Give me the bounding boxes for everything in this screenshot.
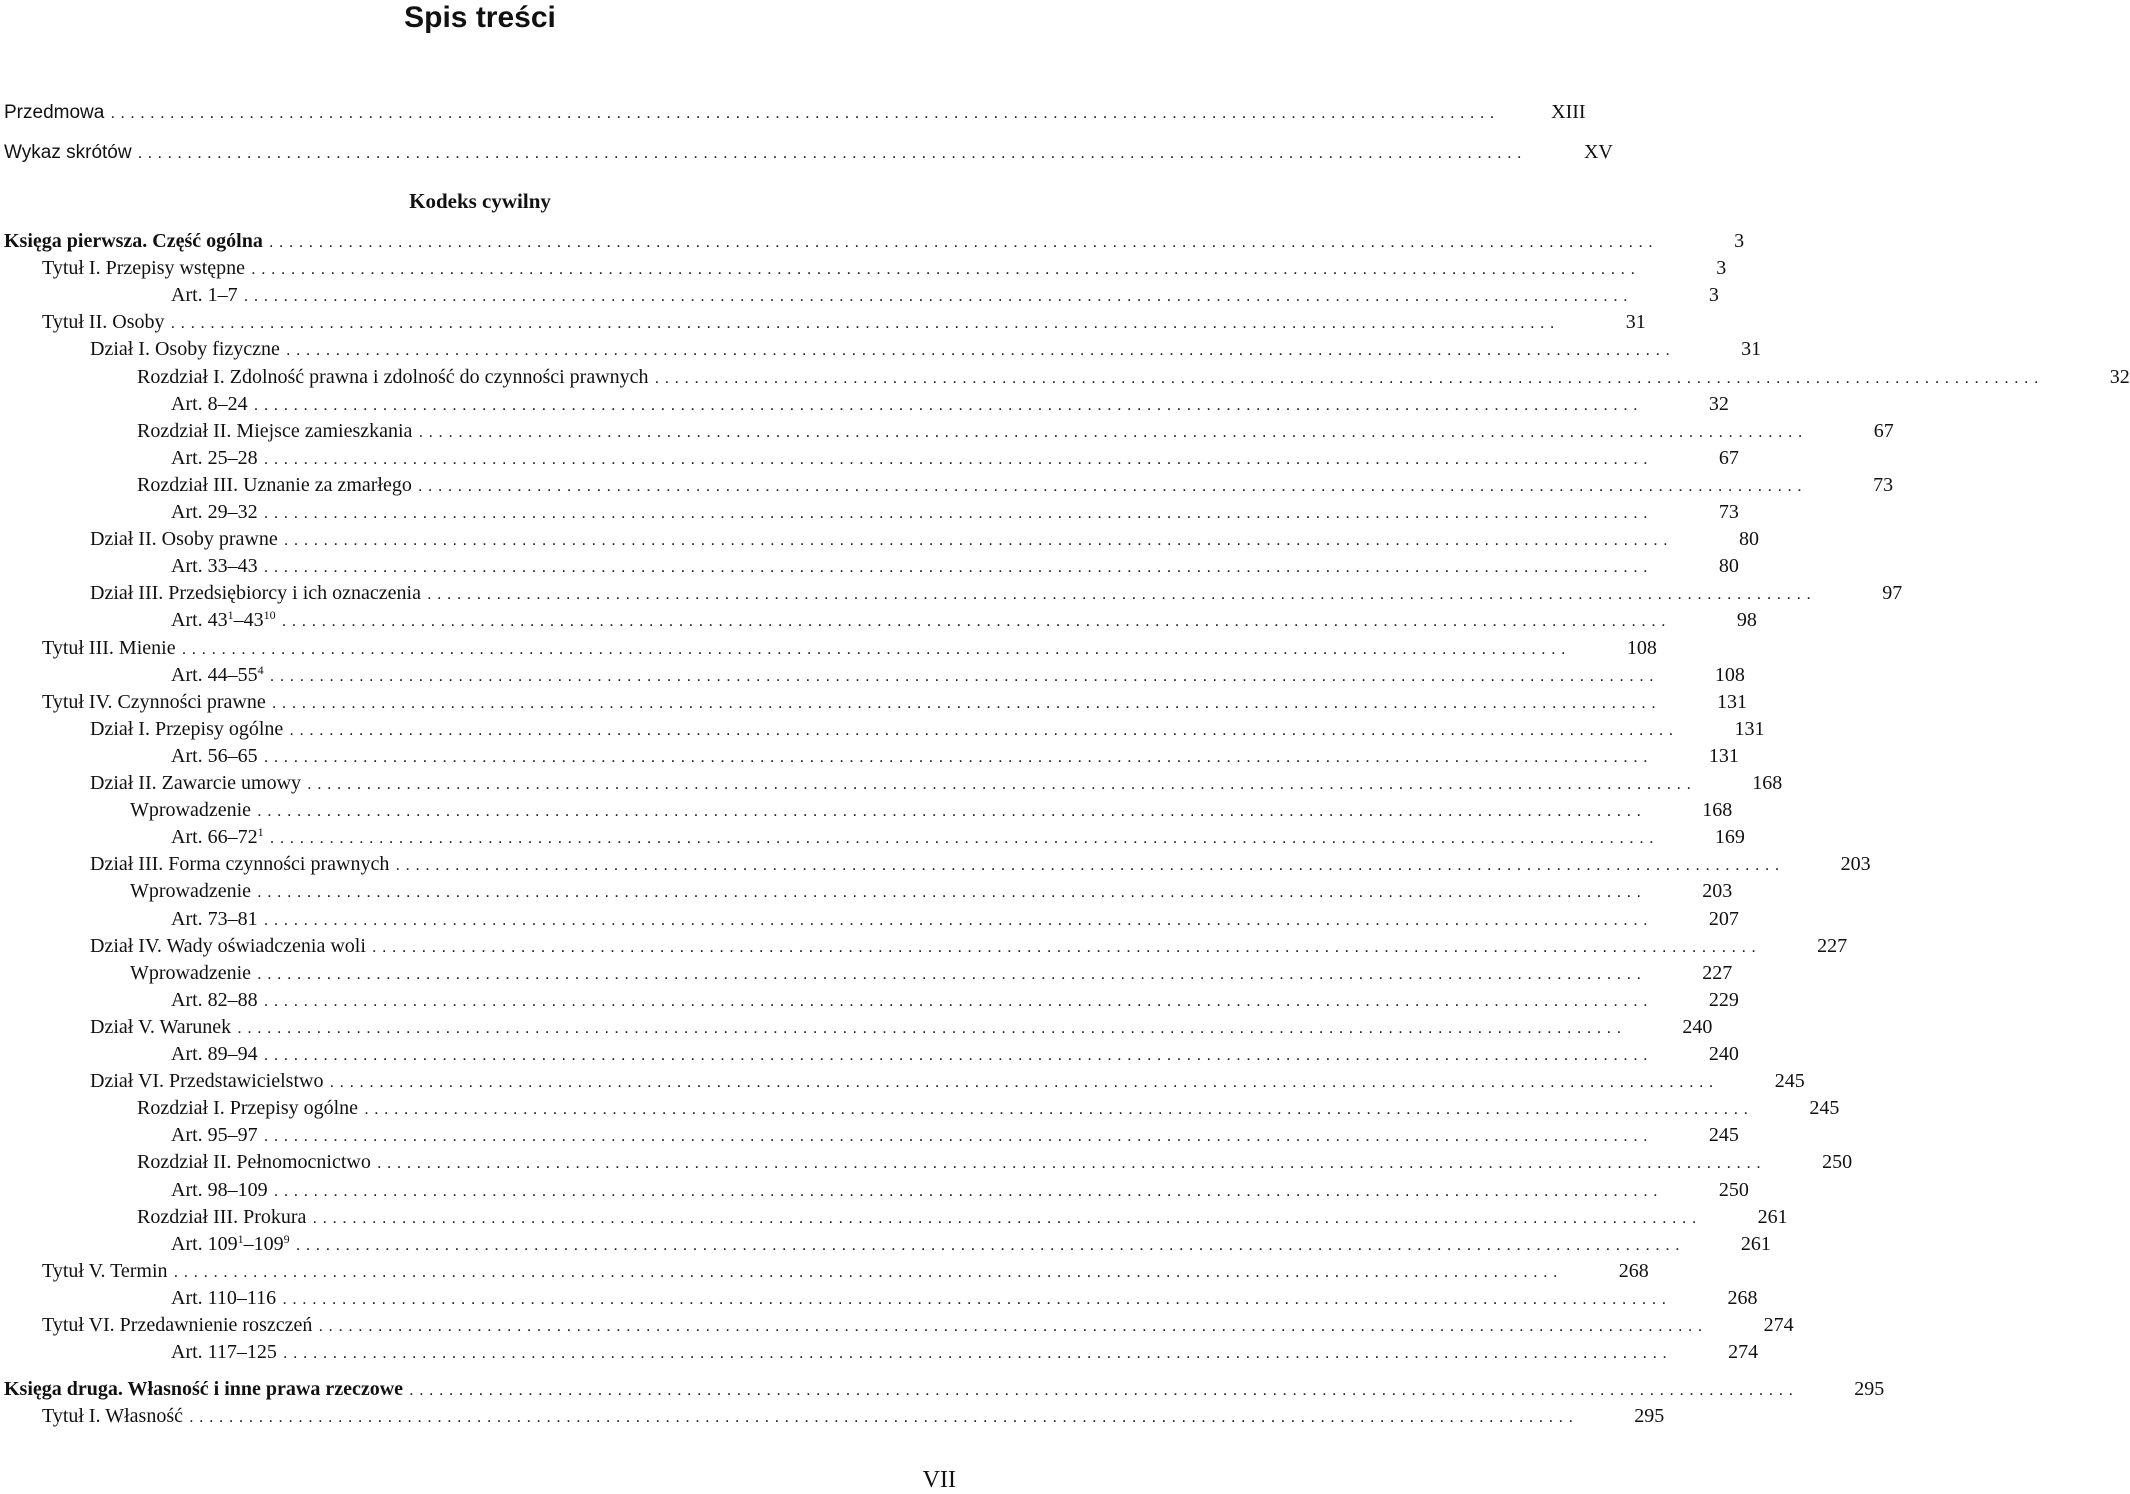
toc-entry-label [4, 526, 278, 553]
dot-leader: ............................................................................................................................................ [170, 313, 1560, 332]
toc-entry[interactable] [4, 1312, 1794, 1339]
toc-entry[interactable] [4, 499, 1739, 526]
dot-leader: ............................................................................................................................................ [257, 801, 1647, 820]
dot-leader: ............................................................................................................................................ [263, 449, 1653, 468]
toc-entry-text: Art. 29–32 [171, 501, 258, 523]
toc-page-number: 245 [1774, 1070, 1805, 1092]
dot-leader: ............................................................................................................................................ [418, 422, 1808, 441]
toc-entry-text: Rozdział I. Przepisy ogólne [137, 1097, 359, 1119]
toc-entry-label [4, 139, 132, 166]
dot-leader: ............................................................................................................................................ [268, 232, 1659, 251]
dot-leader: ............................................................................................................................................ [253, 395, 1643, 414]
toc-entry[interactable] [4, 391, 1729, 418]
toc-page-number: 108 [1626, 637, 1657, 659]
toc-entry[interactable] [4, 851, 1871, 878]
dot-leader: ............................................................................................................................................ [263, 991, 1653, 1010]
toc-entry-label [4, 1149, 371, 1176]
toc-entry-text: Dział I. Osoby fizyczne [90, 338, 280, 360]
dot-leader: ............................................................................................................................................ [395, 855, 1785, 874]
toc-entry-label [4, 99, 104, 126]
toc-entry-text: Tytuł I. Przepisy wstępne [42, 257, 246, 279]
toc-entry-label [4, 1041, 258, 1068]
toc-entry-label [4, 960, 251, 987]
toc-entry-label [4, 635, 176, 662]
toc-entry-label [4, 689, 266, 716]
toc-entry-label [4, 1376, 403, 1403]
toc-entry-text: Art. 110–116 [171, 1287, 277, 1309]
toc-entry-label [4, 255, 245, 282]
toc-page-number: 240 [1708, 1043, 1739, 1065]
toc-entry-text: Art. 82–88 [171, 989, 258, 1011]
toc-entry-label [4, 1312, 312, 1339]
dot-leader: ............................................................................................................................................ [654, 368, 2044, 387]
superscript: 1 [237, 1232, 244, 1246]
toc-entry-label [4, 851, 389, 878]
toc-entry[interactable] [4, 1014, 1713, 1041]
toc-entry[interactable] [4, 960, 1733, 987]
toc-entry-label [4, 1403, 183, 1430]
toc-entry-text: Tytuł II. Osoby [42, 311, 165, 333]
toc-page-number: 169 [1714, 826, 1745, 848]
dot-leader: ............................................................................................................................................ [269, 828, 1659, 847]
dot-leader: ............................................................................................................................................ [282, 1289, 1672, 1308]
toc-entry[interactable] [4, 1122, 1739, 1149]
toc-entry[interactable] [4, 336, 1762, 363]
toc-page-number: 207 [1708, 908, 1739, 930]
toc-entry[interactable] [4, 553, 1739, 580]
toc-entry[interactable] [4, 716, 1765, 743]
dot-leader: ............................................................................................................................................ [263, 747, 1653, 766]
dot-leader: ............................................................................................................................................ [189, 1407, 1579, 1426]
toc-page-number: XIII [1551, 101, 1586, 123]
toc-entry-label [4, 770, 301, 797]
toc-entry-text: Art. 95–97 [171, 1124, 258, 1146]
toc-entry-text: Art. 1–7 [171, 284, 238, 306]
toc-entry-text: Dział II. Osoby prawne [90, 528, 278, 550]
toc-page-number: 31 [1741, 338, 1762, 360]
toc-entry-label [4, 228, 263, 255]
toc-page-number: 168 [1752, 772, 1783, 794]
toc-entry[interactable] [4, 1285, 1758, 1312]
toc-page-number: 31 [1625, 311, 1646, 333]
toc-page-number: 108 [1714, 664, 1745, 686]
dot-leader: ............................................................................................................................................ [426, 584, 1817, 603]
toc-page-number: XV [1583, 141, 1613, 163]
dot-leader: ............................................................................................................................................ [263, 1045, 1653, 1064]
toc-entry-text: Tytuł V. Termin [42, 1260, 168, 1282]
dot-leader: ............................................................................................................................................ [417, 476, 1808, 495]
page-number-footer: VII [922, 1467, 956, 1493]
toc-page-number: 3 [1734, 230, 1745, 252]
toc-entry[interactable] [4, 878, 1733, 905]
superscript: 9 [283, 1232, 290, 1246]
toc-entry-label [4, 1122, 258, 1149]
toc-entry-text: Art. 89–94 [171, 1043, 258, 1065]
toc-entry-text: Art. 56–65 [171, 745, 258, 767]
toc-entry-text: Dział VI. Przedstawicielstwo [90, 1070, 324, 1092]
toc-entry-label [4, 824, 264, 851]
toc-entry[interactable] [4, 99, 1586, 126]
toc-entry[interactable] [4, 526, 1759, 553]
toc-entry-text: Rozdział III. Prokura [137, 1206, 307, 1228]
toc-entry[interactable] [4, 1258, 1649, 1285]
toc-entry-label [4, 743, 258, 770]
page-title: Spis treści [404, 1, 556, 34]
toc-page-number: 250 [1822, 1151, 1853, 1173]
toc-entry[interactable] [4, 906, 1739, 933]
dot-leader: ............................................................................................................................................ [371, 937, 1762, 956]
toc-page-number: 295 [1634, 1405, 1665, 1427]
toc-entry-label [4, 987, 258, 1014]
dot-leader: ............................................................................................................................................ [312, 1208, 1702, 1227]
dot-leader: ............................................................................................................................................ [173, 1262, 1563, 1281]
toc-entry-label [4, 580, 421, 607]
toc-page-number: 227 [1817, 935, 1848, 957]
toc-entry[interactable] [4, 607, 1757, 634]
toc-entry-label [4, 472, 412, 499]
superscript: 10 [263, 608, 276, 622]
toc-entry-text: Rozdział II. Miejsce zamieszkania [137, 420, 413, 442]
toc-entry[interactable] [4, 635, 1657, 662]
toc-page-number: 73 [1718, 501, 1739, 523]
toc-entry-text: Dział V. Warunek [90, 1016, 232, 1038]
toc-entry[interactable] [4, 1403, 1665, 1430]
dot-leader: ............................................................................................................................................ [376, 1153, 1767, 1172]
toc-entry-text: Tytuł III. Mienie [42, 637, 176, 659]
toc-entry[interactable] [4, 282, 1719, 309]
toc-entry-label [4, 418, 412, 445]
toc-entry[interactable] [4, 1068, 1805, 1095]
toc-entry-text: Art. 117–125 [171, 1341, 277, 1363]
toc-entry-text: Art. 43 [171, 609, 228, 631]
toc-entry[interactable] [4, 472, 1894, 499]
toc-entry-label [4, 1204, 306, 1231]
toc-entry-text: Art. 66–72 [171, 826, 258, 848]
toc-page-number: 80 [1738, 528, 1759, 550]
dot-leader: ............................................................................................................................................ [269, 666, 1659, 685]
superscript: 1 [257, 825, 264, 839]
toc-entry[interactable] [4, 987, 1739, 1014]
toc-entry-label [4, 1068, 323, 1095]
toc-page-number: 80 [1718, 555, 1739, 577]
dot-leader: ............................................................................................................................................ [181, 639, 1571, 658]
toc-entry-text: Art. 98–109 [171, 1179, 268, 1201]
toc-entry-label [4, 662, 264, 689]
toc-entry[interactable] [4, 797, 1733, 824]
toc-entry[interactable] [4, 1041, 1739, 1068]
toc-entry-text: Wprowadzenie [130, 962, 252, 984]
dot-leader: ............................................................................................................................................ [271, 693, 1661, 712]
toc-entry-label [4, 553, 258, 580]
toc-entry-text: Dział III. Forma czynności prawnych [90, 853, 390, 875]
toc-entry-text-continued: –109 [243, 1233, 284, 1255]
toc-entry-label [4, 1014, 231, 1041]
dot-leader: ............................................................................................................................................ [257, 882, 1647, 901]
toc-entry-label [4, 878, 251, 905]
toc-entry-text: Rozdział I. Zdolność prawna i zdolność do czynności prawnych [137, 366, 649, 388]
toc-page-number: 32 [1708, 393, 1729, 415]
toc-page-number: 268 [1727, 1287, 1758, 1309]
toc-entry-label [4, 364, 649, 391]
toc-entry[interactable] [4, 689, 1747, 716]
dot-leader: ............................................................................................................................................ [282, 1343, 1673, 1362]
dot-leader: ............................................................................................................................................ [281, 611, 1671, 630]
toc-entry-text: Dział I. Przepisy ogólne [90, 718, 284, 740]
toc-entry-text: Przedmowa [4, 102, 105, 123]
toc-entry[interactable] [4, 580, 1903, 607]
toc-page-number: 131 [1708, 745, 1739, 767]
toc-entry-text: Dział II. Zawarcie umowy [90, 772, 302, 794]
toc-page-number: 250 [1718, 1179, 1749, 1201]
toc-entry[interactable] [4, 139, 1613, 166]
toc-entry-label [4, 716, 283, 743]
toc-entry-label [4, 797, 251, 824]
toc-entry[interactable] [4, 1149, 1853, 1176]
toc-entry[interactable] [4, 1376, 1885, 1403]
dot-leader: ............................................................................................................................................ [289, 720, 1679, 739]
toc-page-number: 203 [1840, 853, 1871, 875]
dot-leader: ............................................................................................................................................ [409, 1380, 1799, 1399]
toc-entry-text: Art. 33–43 [171, 555, 258, 577]
toc-entry-text-continued: –43 [233, 609, 264, 631]
toc-entry-label [4, 391, 248, 418]
toc-page-number: 261 [1740, 1233, 1771, 1255]
toc-page-number: 274 [1763, 1314, 1794, 1336]
toc-entry-text: Wprowadzenie [130, 880, 252, 902]
toc-entry-label [4, 282, 238, 309]
dot-leader: ............................................................................................................................................ [263, 557, 1653, 576]
toc-page-number: 3 [1708, 284, 1719, 306]
dot-leader: ............................................................................................................................................ [251, 259, 1641, 278]
toc-entry-text: Dział III. Przedsiębiorcy i ich oznaczenia [90, 582, 421, 604]
toc-entry[interactable] [4, 1204, 1788, 1231]
toc-page-number: 227 [1702, 962, 1733, 984]
toc-entry[interactable] [4, 445, 1739, 472]
toc-entry-label [4, 906, 258, 933]
toc-entry[interactable] [4, 743, 1739, 770]
dot-leader: ............................................................................................................................................ [263, 503, 1653, 522]
toc-entry-text: Księga pierwsza. Część ogólna [4, 230, 263, 252]
toc-page-number: 97 [1882, 582, 1903, 604]
toc-entry-text: Tytuł VI. Przedawnienie roszczeń [42, 1314, 313, 1336]
dot-leader: ............................................................................................................................................ [295, 1235, 1685, 1254]
toc-entry-label [4, 445, 258, 472]
toc-entry-text: Art. 44–55 [171, 664, 258, 686]
dot-leader: ............................................................................................................................................ [237, 1018, 1627, 1037]
toc-entry-text: Wykaz skrótów [4, 142, 132, 163]
toc-page-number: 73 [1873, 474, 1894, 496]
dot-leader: ............................................................................................................................................ [243, 286, 1633, 305]
toc-entry-label [4, 1285, 276, 1312]
toc-entry[interactable] [4, 1095, 1840, 1122]
toc-page-number: 98 [1736, 609, 1757, 631]
dot-leader: ............................................................................................................................................ [263, 1126, 1653, 1145]
toc-entry-text: Wprowadzenie [130, 799, 252, 821]
toc-entry-label [4, 336, 280, 363]
toc-page-number: 32 [2109, 366, 2130, 388]
toc-entry-text: Tytuł IV. Czynności prawne [42, 691, 266, 713]
dot-leader: ............................................................................................................................................ [257, 964, 1647, 983]
toc-entry[interactable] [4, 228, 1745, 255]
toc-entry-text: Księga druga. Własność i inne prawa rzeczowe [4, 1378, 404, 1400]
toc-page-number: 229 [1708, 989, 1739, 1011]
dot-leader: ............................................................................................................................................ [329, 1072, 1719, 1091]
toc-entry-label [4, 1339, 277, 1366]
toc-page-number: 261 [1757, 1206, 1788, 1228]
toc-entry[interactable] [4, 309, 1646, 336]
toc-entry-label [4, 1231, 290, 1258]
toc-page-number: 245 [1809, 1097, 1840, 1119]
toc-entry-label [4, 1095, 358, 1122]
toc-entry-text: Art. 25–28 [171, 447, 258, 469]
dot-leader: ............................................................................................................................................ [285, 340, 1676, 359]
toc-entry-text: Rozdział II. Pełnomocnictwo [137, 1151, 371, 1173]
toc-entry[interactable] [4, 933, 1848, 960]
toc-page-number: 240 [1682, 1016, 1713, 1038]
dot-leader: ............................................................................................................................................ [283, 530, 1673, 549]
toc-entry[interactable] [4, 1231, 1771, 1258]
toc-entry-label [4, 933, 366, 960]
toc-entry-label [4, 607, 276, 634]
toc-page-number: 203 [1702, 880, 1733, 902]
superscript: 4 [257, 663, 264, 677]
toc-entry[interactable] [4, 824, 1745, 851]
toc-entry-text: Tytuł I. Własność [42, 1405, 183, 1427]
toc-entry[interactable] [4, 770, 1783, 797]
toc-page-number: 168 [1702, 799, 1733, 821]
toc-entry-text: Rozdział III. Uznanie za zmarłego [137, 474, 412, 496]
toc-page-number: 67 [1718, 447, 1739, 469]
toc-entry[interactable] [4, 255, 1727, 282]
dot-leader: ............................................................................................................................................ [307, 774, 1697, 793]
dot-leader: ............................................................................................................................................ [110, 103, 1500, 122]
toc-entry[interactable] [4, 662, 1745, 689]
toc-entry-text: Art. 8–24 [171, 393, 248, 415]
toc-page-number: 67 [1873, 420, 1894, 442]
toc-entry-label [4, 1177, 268, 1204]
superscript: 1 [227, 608, 234, 622]
dot-leader: ............................................................................................................................................ [273, 1181, 1663, 1200]
toc-entry-text: Art. 109 [171, 1233, 238, 1255]
section-heading: Kodeks cywilny [409, 189, 551, 213]
toc-entry-text: Dział IV. Wady oświadczenia woli [90, 935, 366, 957]
toc-page-number: 274 [1728, 1341, 1759, 1363]
dot-leader: ............................................................................................................................................ [263, 910, 1653, 929]
toc-page-number: 3 [1716, 257, 1727, 279]
toc-entry[interactable] [4, 1339, 1759, 1366]
toc-entry[interactable] [4, 364, 2130, 391]
toc-entry[interactable] [4, 418, 1894, 445]
toc-page-number: 245 [1708, 1124, 1739, 1146]
dot-leader: ............................................................................................................................................ [318, 1316, 1708, 1335]
toc-page-number: 131 [1717, 691, 1747, 713]
toc-entry-text: Art. 73–81 [171, 908, 258, 930]
toc-entry-label [4, 309, 164, 336]
toc-entry-label [4, 1258, 168, 1285]
dot-leader: ............................................................................................................................................ [364, 1099, 1754, 1118]
toc-page-number: 268 [1618, 1260, 1649, 1282]
toc-page-number: 131 [1734, 718, 1765, 740]
toc-entry-label [4, 499, 258, 526]
toc-page-number: 295 [1854, 1378, 1885, 1400]
toc-entry[interactable] [4, 1177, 1749, 1204]
dot-leader: ............................................................................................................................................ [137, 143, 1527, 162]
